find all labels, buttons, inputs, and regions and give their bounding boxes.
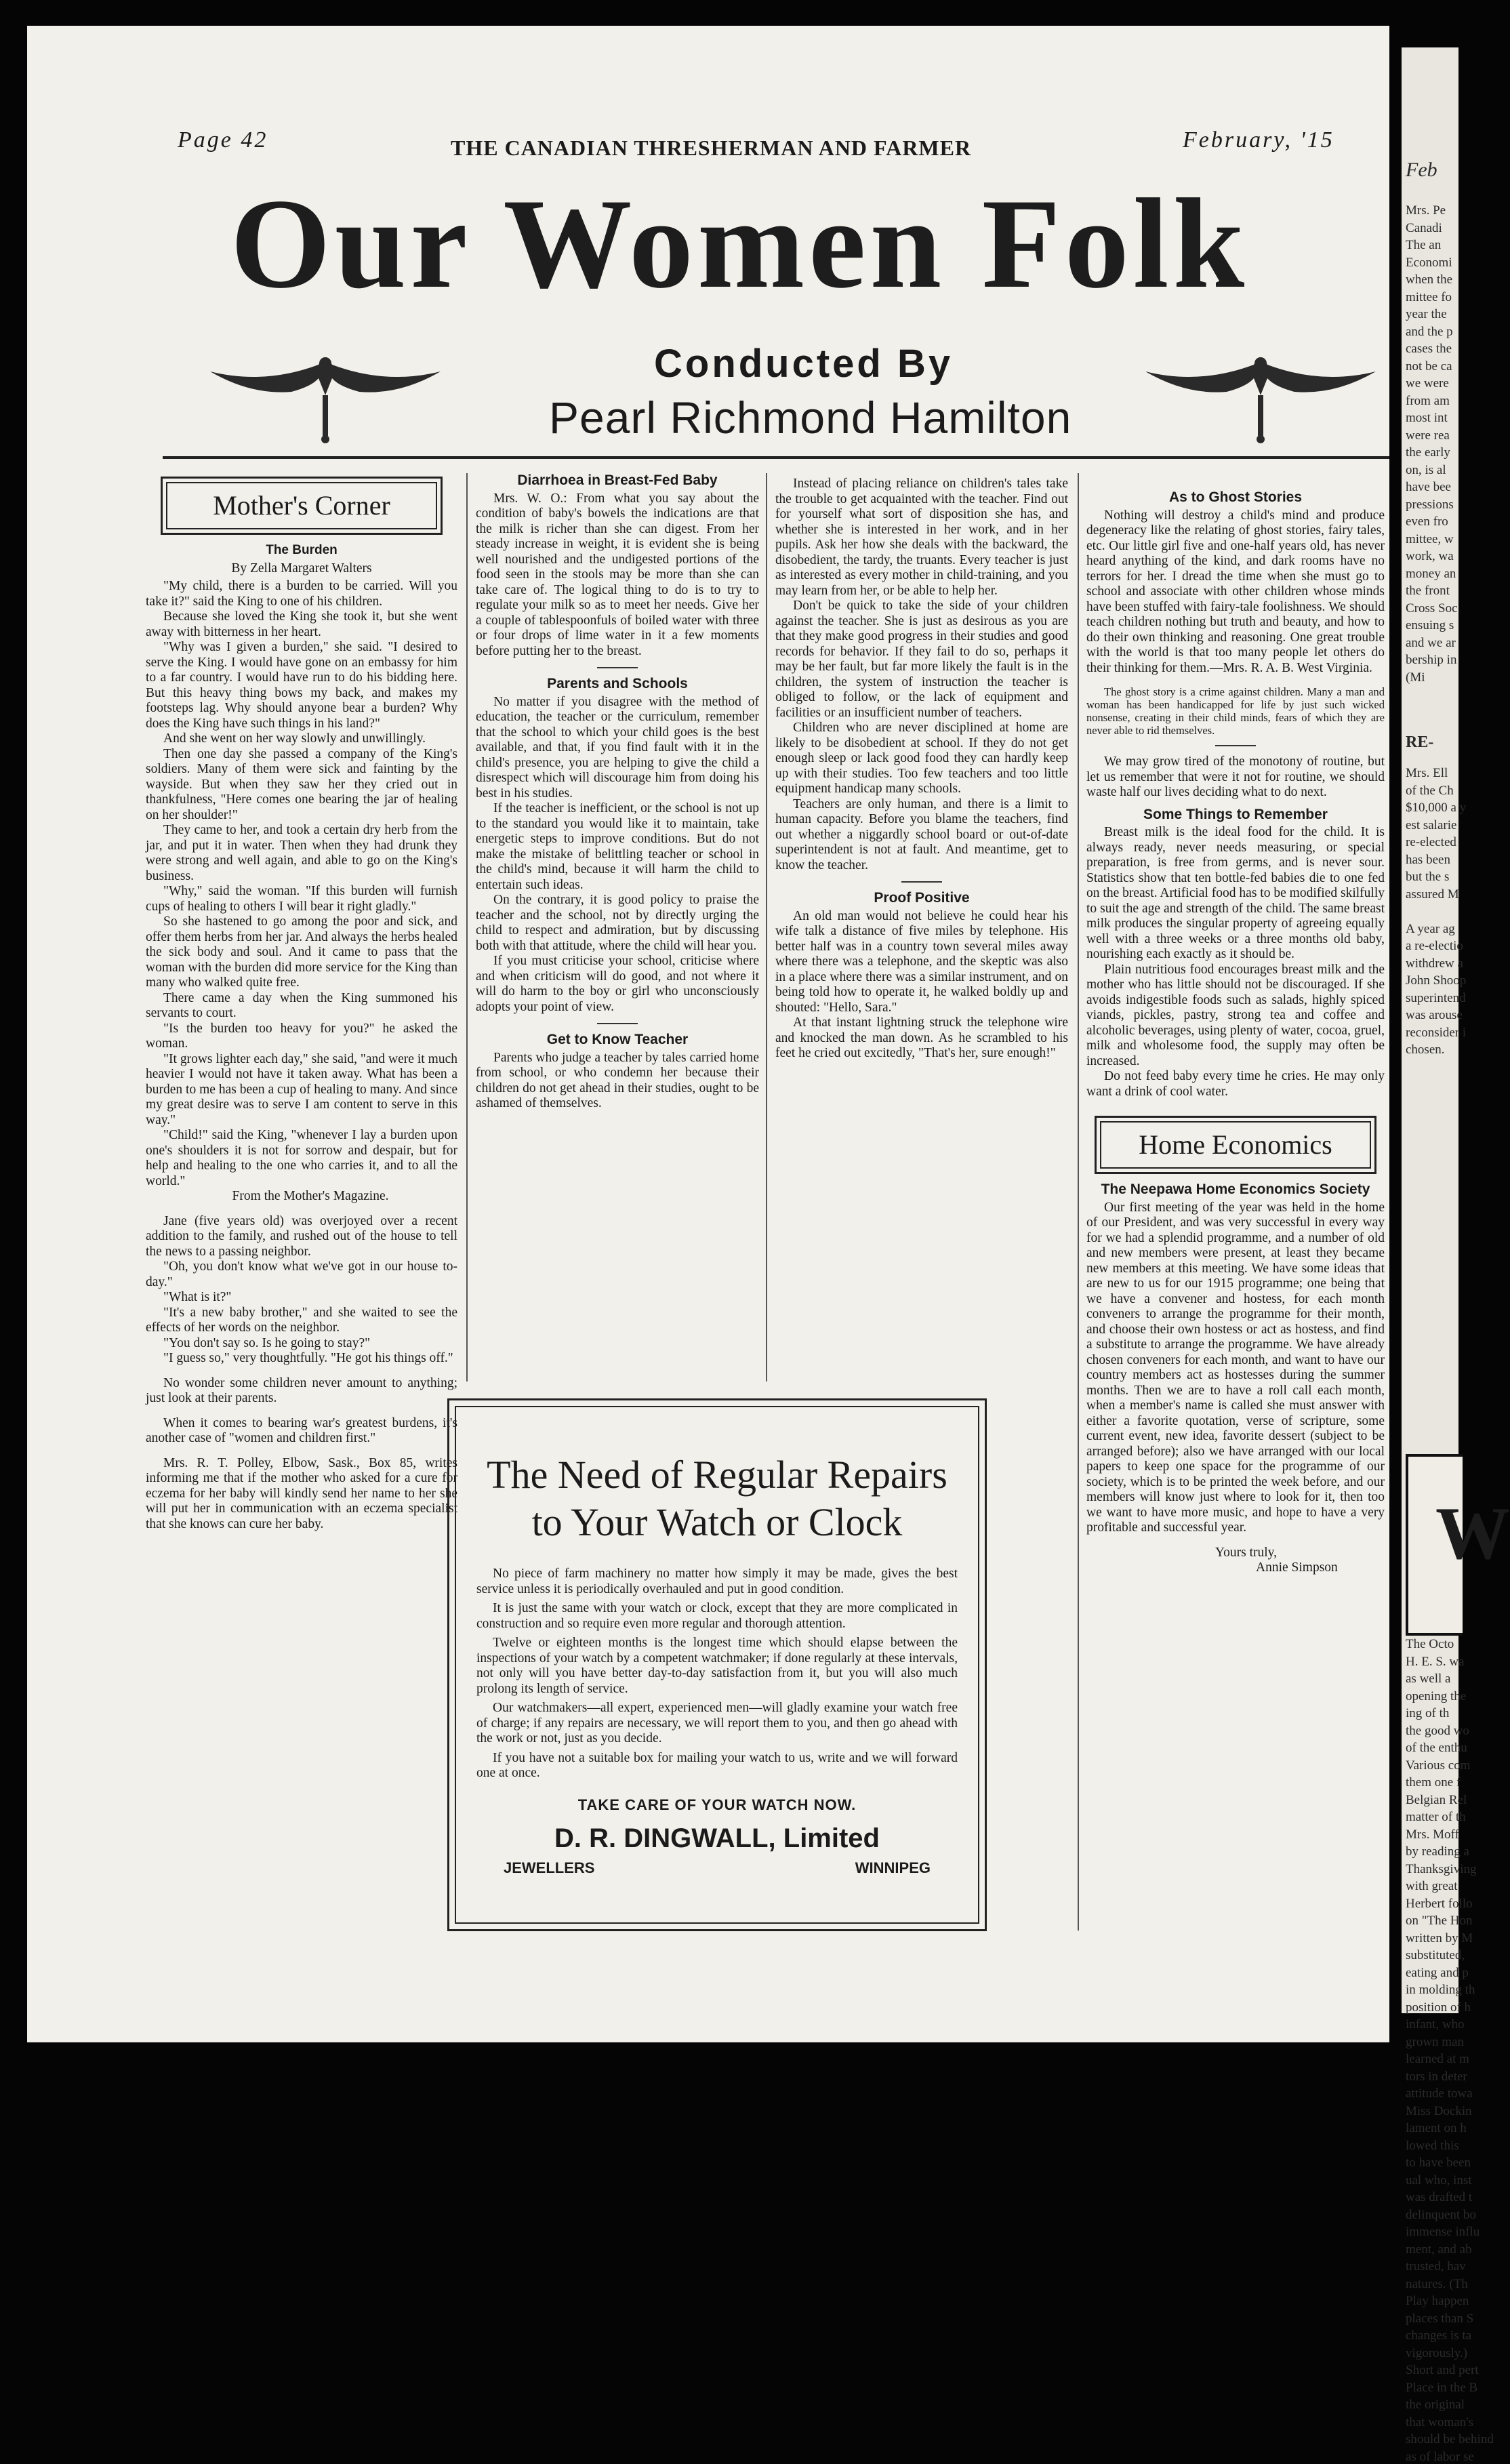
strip-line: The an <box>1406 238 1442 252</box>
strip-line: written by M <box>1406 1931 1473 1945</box>
strip-line: Herbert follo <box>1406 1896 1473 1911</box>
issue-date: February, '15 <box>1183 127 1334 153</box>
strip-line: grown man <box>1406 2034 1465 2049</box>
strip-line: Canadi <box>1406 220 1442 235</box>
home-economics-heading: Home Economics <box>1100 1121 1371 1169</box>
strip-line: the good wo <box>1406 1723 1469 1738</box>
separator <box>597 1023 638 1024</box>
burden-paragraph: Because she loved the King she took it, but she went away with bitterness in her heart. <box>146 609 457 639</box>
strip-line: of the enthu <box>1406 1741 1467 1755</box>
strip-line: vigorously.) <box>1406 2345 1468 2360</box>
routine-paragraph: We may grow tired of the monotony of routine, but let us remember that were it not for routine, we should waste half our lives deciding what to do next. <box>1086 754 1385 799</box>
strip-line: the front <box>1406 584 1450 598</box>
column-divider <box>766 473 767 1381</box>
burden-paragraph: There came a day when the King summoned his servants to court. <box>146 990 457 1020</box>
column-four <box>1086 490 1385 1576</box>
strip-line: have bee <box>1406 480 1451 494</box>
strip-line: Miss Dockin <box>1406 2103 1472 2118</box>
strip-line: natures. (Th <box>1406 2276 1468 2291</box>
header-rule <box>163 456 1389 459</box>
masthead-title: Our Women Folk <box>230 173 1249 315</box>
strip-line: reconsider i <box>1406 1025 1467 1040</box>
column-two <box>476 473 759 1112</box>
strip-line: changes is ta <box>1406 2328 1472 2343</box>
neepawa-title: The Neepawa Home Economics Society <box>1101 1181 1370 1197</box>
column-divider <box>466 473 468 1381</box>
strip-line: most int <box>1406 411 1448 425</box>
polley-paragraph: Mrs. R. T. Polley, Elbow, Sask., Box 85, writes informing me that if the mother who asked for a cure for eczema for her baby will kindly send her name to her she will put her in communication with an eczema specialist that she knows can cure her baby. <box>146 1455 457 1531</box>
strip-line: A year ag <box>1406 921 1455 936</box>
strip-line: pressions <box>1406 497 1454 512</box>
jane-paragraph: "It's a new baby brother," and she waited to see the effects of her words on the neighbor. <box>146 1305 457 1335</box>
jane-paragraph: "I guess so," very thoughtfully. "He got his things off." <box>163 1351 453 1365</box>
strip-line: mittee, w <box>1406 531 1454 546</box>
strip-line: we were <box>1406 376 1449 390</box>
things-remember-paragraph: Do not feed baby every time he cries. He may only want a drink of cool water. <box>1086 1069 1385 1099</box>
teacher-paragraph: Children who are never disciplined at home are likely to be disobedient at school. If they do not get enough sleep or lack good food they can hardly keep up with their studies. Too few teachers and too little equipment handicap many schools. <box>775 721 1068 796</box>
strip-line: as well a <box>1406 1672 1451 1686</box>
burden-paragraph: "Is the burden too heavy for you?" he asked the woman. <box>146 1021 457 1051</box>
burden-title: The Burden <box>266 543 338 557</box>
strip-line: assured M <box>1406 887 1459 902</box>
strip-line: on "The Hon <box>1406 1914 1473 1928</box>
things-remember-title: Some Things to Remember <box>1143 806 1328 822</box>
ad-paragraph: If you have not a suitable box for mailing your watch to us, write and we will forward one at once. <box>476 1750 958 1780</box>
strip-line: opening the <box>1406 1689 1467 1703</box>
burden-paragraph: "Child!" said the King, "whenever I lay a burden upon one's shoulders it is not for sorrow and despair, but for help and healing to the one who carries it, and to all the world." <box>146 1128 457 1188</box>
ghost-stories-note: The ghost story is a crime against children. Many a man and woman has been handicapped for life by just such wicked nonsense, creating in their child minds, fears of which they are never able to rid themselves. <box>1086 685 1385 737</box>
strip-line: ual who, inst <box>1406 2173 1472 2187</box>
column-divider <box>1078 473 1079 1931</box>
burden-paragraph: "My child, there is a burden to be carried. Will you take it?" said the King to one of his children. <box>146 579 457 609</box>
burden-paragraph: "Why," said the woman. "If this burden will furnish cups of healing to others I will bear it right gladly." <box>146 884 457 914</box>
proof-positive-title: Proof Positive <box>874 890 970 906</box>
strip-line: Belgian Rel <box>1406 1792 1467 1807</box>
strip-line: Place in the B <box>1406 2380 1478 2395</box>
ad-paragraph: Our watchmakers—all expert, experienced men—will gladly examine your watch free of charge; if any repairs are necessary, we will report them to you, and then go ahead with the work or not, just as you decide. <box>476 1701 958 1745</box>
parents-schools-paragraph: If you must criticise your school, criticise where and when criticism will do good, and not where it will do harm to the boy or girl who unconsciously adopts your point of view. <box>476 954 759 1014</box>
strip-line: superintend <box>1406 990 1466 1005</box>
strip-line: tors in deter <box>1406 2069 1467 2084</box>
separator <box>1215 745 1256 746</box>
strip-line: Mrs. Moff <box>1406 1827 1459 1842</box>
know-teacher-title: Get to Know Teacher <box>546 1032 689 1047</box>
ad-paragraph: It is just the same with your watch or clock, except that they are more complicated in construction and so require even more regular and thorough attention. <box>476 1601 958 1631</box>
parents-schools-paragraph: If the teacher is inefficient, or the school is not up to the standard you would like it to maintain, take energetic steps to improve conditions. But do not make the mistake of belittling teacher or school in the child's mind, because it will harm the child to entertain such ideas. <box>476 801 759 892</box>
burden-paragraph: So she hastened to go among the poor and sick, and offer them herbs from her jar. And always the herbs healed the sick body and soul. And it came to pass that the woman with the burden did more service for the King than many who walked quite free. <box>146 914 457 990</box>
strip-line: lowed this <box>1406 2138 1459 2153</box>
page-number: Page 42 <box>178 127 268 153</box>
things-remember-paragraph: Plain nutritious food encourages breast milk and the mother who has little should not be discouraged. If she avoids indigestible foods such as salads, highly spiced viands, pickles, pastry, strong tea and coffee and alcoholic beverages, using plenty of water, cocoa, gruel, milk and wholesome food, the supply may often be increased. <box>1086 962 1385 1068</box>
column-three <box>775 477 1068 1062</box>
strip-line: infant, who <box>1406 2017 1465 2032</box>
strip-line: as of labor se <box>1406 2449 1474 2464</box>
ad-title-line: to Your Watch or Clock <box>531 1500 903 1544</box>
strip-line: ensuing s <box>1406 618 1454 632</box>
war-paragraph: When it comes to bearing war's greatest burdens, it's another case of "women and children first." <box>146 1415 457 1445</box>
strip-line: attitude towa <box>1406 2086 1473 2101</box>
parents-schools-title: Parents and Schools <box>547 676 688 691</box>
strip-line: lament on h <box>1406 2121 1467 2135</box>
strip-line: not be ca <box>1406 359 1452 373</box>
strip-line: trusted, hav <box>1406 2259 1466 2274</box>
strip-line: (Mi <box>1406 670 1425 685</box>
teacher-paragraph: Don't be quick to take the side of your children against the teacher. She is just as desirous as you are that they make good progress in their studies and good records for behavior. If they fail to do so, perhaps it may be her fault, but far more likely the fault is in the children, the system of instruction the teacher is obliged to follow, or the lack of equipment and facilities or an insufficient number of teachers. <box>775 599 1068 720</box>
strip-line: withdrew a <box>1406 956 1463 971</box>
strip-line: Mrs. Ell <box>1406 766 1448 780</box>
strip-line: learned at m <box>1406 2052 1469 2066</box>
jane-paragraph: "Oh, you don't know what we've got in our house to-day." <box>146 1259 457 1289</box>
strip-line: places than S <box>1406 2311 1474 2326</box>
separator <box>901 881 942 883</box>
ad-jewellers: JEWELLERS <box>504 1859 595 1876</box>
strip-line: them one f <box>1406 1775 1461 1790</box>
strip-mid-heading: RE- <box>1406 733 1434 751</box>
strip-line: even fro <box>1406 514 1448 529</box>
burden-paragraph: They came to her, and took a certain dry herb from the jar, and put it in water. Then when they had drunk they were strong and well again, and able to go on the King's business. <box>146 823 457 883</box>
burden-paragraph: "It grows lighter each day," she said, "and were it much heavier I would not have it taken away. What has been a burden to me has been a cup of healing to many. And since my great desire was to serve I am content to serve in this way." <box>146 1051 457 1127</box>
strip-line: should be behind <box>1406 2432 1494 2446</box>
strip-line: the early <box>1406 445 1450 460</box>
column-mothers-corner <box>146 477 457 1532</box>
burden-paragraph: Then one day she passed a company of the King's soldiers. Many of them were sick and fainting by the wayside. But when they saw her they cried out in thankfulness, "Here comes one bearing the jar of healing on her shoulder!" <box>146 746 457 822</box>
publication-name: THE CANADIAN THRESHERMAN AND FARMER <box>451 136 972 160</box>
mothers-corner-heading: Mother's Corner <box>166 482 437 529</box>
burden-byline: By Zella Margaret Walters <box>231 561 372 575</box>
strip-line: were rea <box>1406 428 1450 443</box>
strip-line: Mrs. Pe <box>1406 203 1446 218</box>
ghost-stories-title: As to Ghost Stories <box>1168 489 1303 505</box>
strip-line: chosen. <box>1406 1043 1445 1057</box>
strip-line: Thanksgiving <box>1406 1861 1477 1876</box>
strip-line: eating and p <box>1406 1965 1469 1980</box>
strip-line: money an <box>1406 566 1456 581</box>
strip-line: the original <box>1406 2398 1465 2412</box>
diarrhoea-title: Diarrhoea in Breast-Fed Baby <box>517 472 718 488</box>
jane-paragraph: "You don't say so. Is he going to stay?" <box>163 1335 371 1350</box>
editor-name: Pearl Richmond Hamilton <box>549 392 1072 443</box>
ad-firm-name: D. R. DINGWALL, Limited <box>554 1823 880 1853</box>
strip-line: has been <box>1406 852 1450 867</box>
teacher-paragraph: Teachers are only human, and there is a limit to human capacity. Before you blame the teachers, find out whether a niggardly school board or out-of-date superintendent is not at fault. And meantime, get to know the teacher. <box>775 796 1068 872</box>
parents-schools-paragraph: No matter if you disagree with the method of education, the teacher or the curriculum, remember that the school to which your child goes is the best available, and that, if you find fault with it in the child's presence, you are helping to give the child a disrespect which will discourage him from doing his best in his studies. <box>476 694 759 801</box>
strip-line: matter of th <box>1406 1810 1466 1824</box>
strip-line: by reading a <box>1406 1844 1469 1859</box>
parents-schools-paragraph: On the contrary, it is good policy to praise the teacher and the school, not by directly urging the child to respect and admiration, but by discussing both with that attitude, where the child will hear you. <box>476 893 759 953</box>
strip-line: of the Ch <box>1406 783 1454 798</box>
ad-paragraph: Twelve or eighteen months is the longest time which should elapse between the inspections of your watch by a competent watchmaker; if done regularly at these intervals, not only will you have better day-to-day satisfaction from it, but you will also much prolong its length of service. <box>476 1636 958 1696</box>
ad-title <box>476 1451 958 1546</box>
ad-paragraph: No piece of farm machinery no matter how simply it may be made, gives the best service unless it is periodically overhauled and put in good condition. <box>476 1567 958 1596</box>
things-remember-paragraph: Breast milk is the ideal food for the child. It is always ready, never needs measuring, or special preparation, is free from germs, and is never sour. Statistics show that ten bottle-fed babies die to one fed on the breast. Artificial food has to be modified skilfully to suit the age and strength of the child. The same breast milk produces the singular property of agreeing equally well with a three weeks or a three months old baby, nourishing each exactly as it should be. <box>1086 825 1385 961</box>
strip-line: bership in <box>1406 653 1457 667</box>
strip-line: Cross Soc <box>1406 601 1458 615</box>
strip-line: ment, and ab <box>1406 2242 1472 2257</box>
strip-line: and the p <box>1406 324 1453 339</box>
strip-line: in molding th <box>1406 1983 1475 1997</box>
mothers-corner-box <box>161 477 443 535</box>
separator <box>597 667 638 668</box>
signature: Annie Simpson <box>1256 1560 1338 1575</box>
strip-line: but the s <box>1406 870 1450 884</box>
strip-line: delinquent bo <box>1406 2207 1476 2222</box>
proof-positive-paragraph: At that instant lightning struck the telephone wire and knocked the man down. As he scrambled to his feet he cried out excitedly, "That's her, sure enough!" <box>775 1015 1068 1060</box>
left-bat-ornament-icon <box>203 344 447 446</box>
strip-line: re-elected <box>1406 835 1456 849</box>
strip-line: John Shoop <box>1406 973 1467 988</box>
strip-line: cases the <box>1406 342 1452 356</box>
ad-title-line: The Need of Regular Repairs <box>487 1453 947 1497</box>
ghost-stories-paragraph: Nothing will destroy a child's mind and produce degeneracy like the relating of ghost stories, fairy tales, etc. Our little girl five and one-half years old, has never heard anything of the kind, and dark rooms have no terrors for her. I dread the time when she must go to school and associate with other children whose minds have been stuffed with fairy-tale foolishness. We should teach children nothing but truth and beauty, and how to do their own thinking and reasoning. One great trouble with the world is that too many people let others do their thinking for them.—Mrs. R. A. B. West Virginia. <box>1086 508 1385 675</box>
adjacent-page-strip <box>1402 47 1510 2464</box>
strip-line: when the <box>1406 272 1453 287</box>
strip-line: was arouse <box>1406 1008 1463 1022</box>
conducted-by-label: Conducted By <box>654 342 954 386</box>
know-teacher-paragraph: Parents who judge a teacher by tales carried home from school, or who condemn her because their children do not get ahead in their studies, ought to be ashamed of themselves. <box>476 1050 759 1110</box>
burden-paragraph: "Why was I given a burden," she said. "I desired to serve the King. I would have gone on an embassy for him to a far country. I would have run to do his bidding here. But this heavy thing bows my back, and makes my footsteps lag. Why should anyone bear a burden? Why does the King have such things in his land?" <box>146 640 457 731</box>
burden-paragraph: And she went on her way slowly and unwillingly. <box>163 731 426 746</box>
strip-line: mittee fo <box>1406 289 1452 304</box>
strip-line: Various com <box>1406 1758 1471 1773</box>
home-economics-box <box>1095 1116 1376 1174</box>
jane-paragraph: "What is it?" <box>163 1290 232 1304</box>
strip-box-letter: W <box>1435 1492 1510 1575</box>
strip-line: from am <box>1406 393 1450 408</box>
burden-source: From the Mother's Magazine. <box>232 1189 389 1203</box>
strip-line: to have been <box>1406 2156 1471 2170</box>
strip-line: that woman's <box>1406 2415 1473 2429</box>
diarrhoea-paragraph: Mrs. W. O.: From what you say about the condition of baby's bowels the indications are that the milk is richer than she can digest. From her steady increase in weight, it is evident she is being well nourished and the undigested portions of the food seen in the stools may be more than she can take care of. The logical thing to do is to try to regulate your milk so as to meet her needs. Give her a couple of tablespoonfuls of boiled water with three or four drops of lime water in it a few moments before putting her to the breast. <box>476 491 759 658</box>
ad-location <box>504 1859 931 1877</box>
newspaper-page <box>27 26 1389 2042</box>
strip-line: The Octo <box>1406 1637 1454 1651</box>
strip-line: work, wa <box>1406 549 1454 563</box>
strip-line: Short and pert <box>1406 2363 1479 2377</box>
strip-line: year the <box>1406 307 1447 321</box>
proof-positive-paragraph: An old man would not believe he could hear his wife talk a distance of five miles by telephone. His better half was in a country town several miles away where there was a telephone, and the skeptic was also in a place where there was a similar instrument, and on being told how to operate it, he walked boldly up and shouted: "Hello, Sara." <box>775 908 1068 1015</box>
strip-line: substituted, <box>1406 1948 1465 1962</box>
strip-line: immense influ <box>1406 2225 1480 2239</box>
strip-line: Economi <box>1406 255 1452 270</box>
strip-line: est salarie <box>1406 817 1457 832</box>
strip-line: on, is al <box>1406 462 1446 477</box>
strip-line: $10,000 a y <box>1406 801 1467 815</box>
right-bat-ornament-icon <box>1139 344 1383 446</box>
strip-line: position of h <box>1406 2000 1471 2015</box>
strip-line: Play happen <box>1406 2294 1469 2308</box>
jane-paragraph: Jane (five years old) was overjoyed over a recent addition to the family, and rushed out of the house to tell the news to a passing neighbor. <box>146 1213 457 1259</box>
strip-boxed-heading <box>1406 1454 1510 1636</box>
dingwall-advertisement <box>447 1398 987 1931</box>
strip-line: H. E. S. wa <box>1406 1654 1465 1669</box>
no-wonder-paragraph: No wonder some children never amount to anything; just look at their parents. <box>146 1375 457 1405</box>
strip-line: and we ar <box>1406 635 1456 650</box>
ad-city: WINNIPEG <box>855 1859 931 1876</box>
strip-line: with great <box>1406 1879 1458 1893</box>
closing: Yours truly, <box>1215 1545 1278 1560</box>
neepawa-paragraph: Our first meeting of the year was held in the home of our President, and was very successful in every way for we had a splendid programme, and a number of old and new members were present, at least they became new members at this meeting. We have some ideas that are new to us for our 1915 programme; one being that we have a convener and hostess, for each month conveners to arrange the programme for their month, and choose their own hostess or act as hostess, and find a substitute to arrange the programme. We have already chosen conveners for each month, and want to have our country members act as hostesses during the summer months. Then we are to have a roll call each month, when a member's name is called she must answer with either a favorite quotation, verse of scripture, some current event, new idea, favorite dessert (subject to be arranged before); also we have arranged with our local papers to keep one space for the programme of our society, which is to be printed the week before, and our members will know just where to look for it, then too we want to have more music, and hope to have a very profitable and successful year. <box>1086 1200 1385 1535</box>
ad-take-care: TAKE CARE OF YOUR WATCH NOW. <box>577 1796 857 1813</box>
strip-line: ing of th <box>1406 1706 1450 1720</box>
strip-line: a re-electio <box>1406 939 1463 953</box>
ad-inner-border <box>455 1406 979 1924</box>
strip-line: was drafted t <box>1406 2190 1473 2204</box>
strip-heading: Feb <box>1406 159 1437 181</box>
teacher-paragraph: Instead of placing reliance on children's tales take the trouble to get acquainted with the teacher. Find out for yourself what sort of disposition she has, and whether she is interested in her work, and in her pupils. Ask her how she deals with the backward, the disobedient, the tardy, the truants. Every teacher is just as interested as every mother in child-training, and you may learn from her, or be able to help her. <box>775 477 1068 598</box>
